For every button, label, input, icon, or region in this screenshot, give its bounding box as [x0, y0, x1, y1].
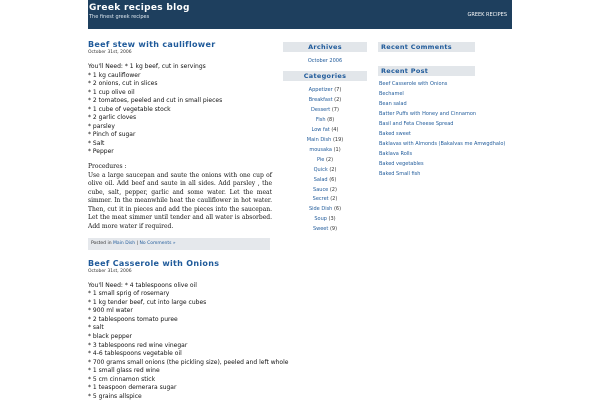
- category-link[interactable]: Appetizer: [308, 87, 333, 93]
- category-count: (2): [330, 196, 338, 203]
- archives-heading: Archives: [283, 42, 367, 52]
- category-count: (19): [332, 136, 344, 143]
- ingredient-line: * salt: [88, 324, 104, 332]
- ingredient-line: * 1 small glass red wine: [88, 367, 160, 375]
- main-content: [88, 40, 289, 400]
- category-item: [283, 136, 367, 146]
- category-link[interactable]: Salad: [313, 176, 328, 183]
- category-count: (3): [328, 216, 336, 223]
- recent-post-link[interactable]: Basil and Feta Cheese Spread: [379, 120, 454, 127]
- header-nav-link[interactable]: GREEK RECIPES: [467, 12, 507, 18]
- category-link[interactable]: Main Dish: [113, 240, 136, 246]
- ingredient-line: * 1 kg tender beef, cut into large cubes: [88, 298, 207, 306]
- recent-post-link[interactable]: Beef Casserole with Onions: [379, 81, 448, 87]
- ingredient-line: * 1 teaspoon demerara sugar: [88, 384, 177, 392]
- categories-heading: Categories: [283, 71, 367, 81]
- category-count: (4): [331, 126, 339, 133]
- archive-link-october-2006[interactable]: October 2006: [307, 58, 343, 64]
- ingredient-line: * 2 tomatoes, peeled and cut in small pieces: [88, 97, 223, 105]
- recent-post-link[interactable]: Baked Small fish: [379, 170, 421, 177]
- category-item: [283, 116, 367, 126]
- ingredient-line: * 2 tablespoons tomato puree: [88, 315, 178, 323]
- comments-link[interactable]: No Comments »: [139, 240, 176, 246]
- category-item: [283, 215, 367, 225]
- ingredient-line: * parsley: [88, 122, 115, 130]
- category-count: (7): [334, 87, 342, 93]
- category-link[interactable]: Pie: [316, 156, 325, 163]
- ingredient-line: You'll Need: * 1 kg beef, cut in servings: [88, 63, 206, 70]
- category-link[interactable]: Sauce: [313, 186, 329, 193]
- category-link[interactable]: mousaka: [309, 146, 332, 153]
- post-beef-stew: [88, 40, 272, 250]
- category-count: (7): [331, 106, 339, 113]
- post-title-link[interactable]: Beef stew with cauliflower: [88, 40, 216, 49]
- category-link[interactable]: Dessert: [311, 106, 331, 113]
- category-item: [283, 126, 367, 136]
- ingredient-line: * 4-6 tablespoons vegetable oil: [88, 350, 182, 358]
- post-beef-casserole: [88, 258, 289, 400]
- category-count: (2): [329, 186, 337, 193]
- recent-post-link[interactable]: Baklavas with Almonds (Bakalvas me Amwgdhalo): [379, 140, 506, 147]
- category-item: [283, 146, 367, 156]
- ingredient-line: * 1 small sprig of rosemary: [88, 290, 170, 298]
- ingredient-line: * 2 garlic cloves: [88, 114, 137, 122]
- category-item: [283, 176, 367, 186]
- category-link[interactable]: Side Dish: [308, 206, 333, 213]
- recent-post-link[interactable]: Baklava Rolls: [379, 150, 413, 157]
- ingredient-line: * 900 ml water: [88, 307, 133, 315]
- recent-post-heading: Recent Post: [378, 66, 475, 76]
- recent-comments-heading: Recent Comments: [378, 42, 475, 52]
- category-item: [283, 225, 367, 235]
- ingredient-line: * 5 cm cinnamon stick: [88, 375, 156, 383]
- category-item: [283, 86, 367, 96]
- ingredient-line: * black pepper: [88, 332, 133, 340]
- category-link[interactable]: Fish: [315, 116, 326, 123]
- recent-post-link[interactable]: Baked sweet: [379, 130, 411, 137]
- recent-post-link[interactable]: Batter Puffs with Honey and Cinnamon: [379, 110, 477, 117]
- category-link[interactable]: Secret: [312, 196, 329, 203]
- category-item: [283, 166, 367, 176]
- category-count: (2): [325, 156, 334, 163]
- post-title-link[interactable]: Beef Casserole with Onions: [88, 258, 220, 268]
- ingredient-line: * 2 onions, cut in slices: [88, 80, 158, 88]
- category-item: [283, 195, 367, 205]
- ingredient-line: * 5 grains allspice: [88, 392, 142, 400]
- category-link[interactable]: Main Dish: [306, 136, 332, 143]
- ingredient-line: * Salt: [88, 139, 105, 147]
- blog-title-link[interactable]: Greek recipes blog: [89, 3, 190, 13]
- sidebar-right: [378, 42, 506, 180]
- recent-post-list: [378, 80, 506, 180]
- procedure-text: Use a large saucepan and saute the onions with one cup of olive oil. Add beef and saute in all sides. Add parsley , the cube, salt, pepper, garlic and some water. Let the meat simmer. In the meanwhile heat the cauliflower in hot water. Then, cut it in pieces and add the pieces into the saucepan. Let the meat simmer until tender and all water is absorbed. Add more water if required.: [88, 171, 272, 231]
- recent-post-link[interactable]: Bechamel: [379, 90, 404, 97]
- category-count: (2): [329, 166, 337, 173]
- category-item: [283, 96, 367, 106]
- ingredient-list: [88, 281, 289, 400]
- category-link[interactable]: Breakfast: [308, 96, 333, 103]
- post-meta: [88, 238, 270, 250]
- post-date: October 31st, 2006: [88, 268, 132, 274]
- category-link[interactable]: Soup: [314, 216, 327, 223]
- category-count: (1): [333, 146, 341, 153]
- category-item: [283, 156, 367, 166]
- category-link[interactable]: Low fat: [311, 126, 330, 133]
- ingredient-line: * 1 cube of vegetable stock: [88, 105, 171, 113]
- ingredient-line: * 1 kg cauliflower: [88, 71, 141, 79]
- recent-post-link[interactable]: Bean salad: [379, 100, 407, 107]
- ingredient-list: [88, 63, 272, 157]
- ingredient-line: * 3 tablespoons red wine vinegar: [88, 341, 188, 349]
- blog-tagline: The finest greek recipes: [89, 14, 150, 20]
- category-count: (6): [333, 206, 342, 213]
- sidebar-left: [283, 42, 367, 235]
- post-date: October 31st, 2006: [88, 50, 132, 55]
- ingredient-line: * 700 grams small onions (the pickling size), peeled and left whole: [88, 358, 289, 366]
- posted-in-label: Posted in: [91, 240, 112, 246]
- category-count: (8): [327, 116, 335, 123]
- category-link[interactable]: Sweet: [312, 226, 329, 233]
- ingredient-line: * Pinch of sugar: [88, 131, 136, 139]
- recent-post-link[interactable]: Baked vegetables: [379, 160, 424, 167]
- ingredient-line: * Pepper: [88, 148, 114, 156]
- blog-header: [88, 0, 512, 29]
- category-count: (6): [329, 176, 337, 183]
- meta-separator: |: [136, 240, 139, 246]
- category-item: [283, 186, 367, 196]
- category-item: [283, 205, 367, 215]
- ingredient-line: You'll Need: * 4 tablespoons olive oil: [88, 281, 197, 289]
- ingredient-line: * 1 cup olive oil: [88, 88, 135, 96]
- category-count: (9): [329, 226, 338, 233]
- procedure-heading: Procedures :: [88, 163, 127, 171]
- category-item: [283, 106, 367, 116]
- category-count: (2): [334, 96, 342, 103]
- category-link[interactable]: Quick: [313, 166, 328, 173]
- category-list: [283, 86, 367, 235]
